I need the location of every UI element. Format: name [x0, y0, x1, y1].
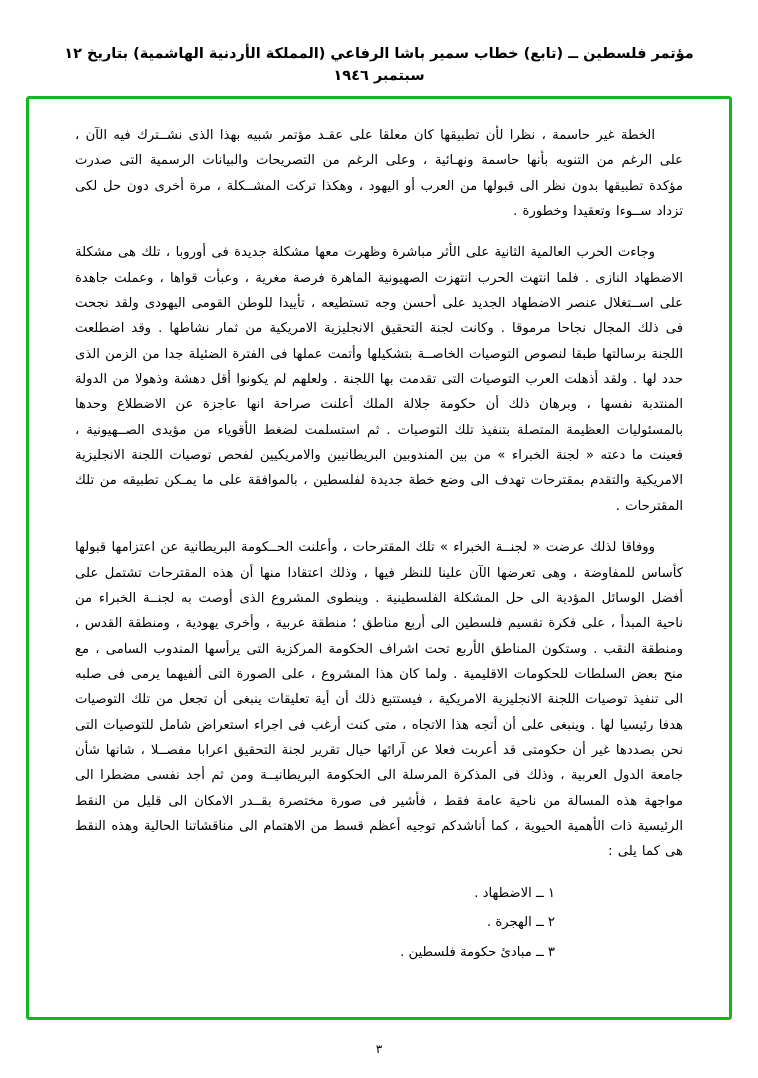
numbered-points-list: [75, 879, 673, 968]
body-paragraph: الخطة غير حاسمة ، نظرا لأن تطبيقها كان معلقا على عقـد مؤتمر شبيه بهذا الذى نشــترك فيه الآن ، على الرغم من التنويه بأنها حاسمة ونهـائية ، وعلى الرغم من التصريحات والبيانات الرسمية التى صدرت مؤكدة تطبيقها بدون نظر الى قبولها من العرب أو اليهود ، وهكذا تركت المشــكلة ، مرة أخرى دون حل لكى تزداد ســوءا وتعقيدا وخطورة .: [75, 128, 683, 220]
content-frame: [26, 96, 732, 1020]
body-paragraph: ووفاقا لذلك عرضت « لجنــة الخبراء » تلك المقترحات ، وأعلنت الحــكومة البريطانية عن اعتزامها قبولها كأساس للمفاوضة ، وهى تعرضها الآن علينا للنظر فيها ، وذلك اعتقادا منها أن هذه المقترحات تشتمل على أفضل الوسائل المؤدية الى حل المشكلة الفلسطينية . وينطوى المشروع الذى أوصت به لجنــة الخبراء من ناحية المبدأ ، على فكرة تقسيم فلسطين الى أربع مناطق ؛ منطقة عربية ، وأخرى يهودية ، ومنطقة القدس ، ومنطقة النقب . وستكون المناطق الأربع تحت اشراف الحكومة المركزية التى يرأسها المندوب السامى ، مع منح بعض السلطات للحكومات الاقليمية . ولما كان هذا المشروع ، على الصورة التى ألفيهما يرمى فى صلبه الى تنفيذ توصيات اللجنة الانجليزية الامريكية ، فيستتبع ذلك أن أية تعليقات ينبغى أن تجعل من تلك التوصيات هدفا رئيسيا لها . وينبغى على أن أتجه هذا الاتجاه ، متى كنت أرغب فى اجراء استعراض شامل للتوصيات التى نحن بصددها غير أن حكومتى قد أعربت فعلا عن آرائها حيال تقرير لجنة التحقيق اعرابا مفصــلا ، شانها شأن جامعة الدول العربية ، وذلك فى المذكرة المرسلة الى الحكومة البريطانيــة ومن ثم أجد نفسى مضطرا الى مواجهة هذه المسالة من ناحية عامة فقط ، فأشير فى صورة مختصرة بقــدر الامكان الى قليل من النقط الرئيسية ذات الأهمية الحيوية ، كما أناشدكم توجيه أعظم قسط من الاهتمام الى مناقشاتنا الحالية وهذه النقط هى كما يلى :: [75, 540, 683, 860]
list-item: ٣ ــ مبادئ حكومة فلسطين .: [400, 945, 555, 961]
page-number: ٣: [375, 1042, 383, 1056]
document-body: [29, 99, 729, 978]
list-item: ٢ ــ الهجرة .: [486, 915, 555, 931]
list-item: ١ ــ الاضطهاد .: [474, 885, 555, 901]
body-paragraph: وجاءت الحرب العالمية الثانية على الأثر مباشرة وظهرت معها مشكلة جديدة فى أوروبا ، تلك هى مشكلة الاضطهاد النازى . فلما انتهت الحرب انتهزت الصهيونية الماهرة فرصة مغرية ، وعبأت قواها ، وعملت جاهدة على اســتغلال عنصر الاضطهاد الجديد على أحسن وجه تستطيعه ، تأييدا للوطن القومى اليهودى ولقد نجحت فى ذلك المجال نجاحا مرموقا . وكانت لجنة التحقيق الانجليزية الامريكية من ثمار نشاطها . وقد اضطلعت اللجنة برسالتها طبقا لنصوص التوصيات الخاصــة بتشكيلها وأتمت عملها فى الفترة الضئيلة جدا من الزمن الذى حدد لها . ولقد أذهلت العرب التوصيات التى تقدمت بها اللجنة . ولعلهم لم يكونوا أقل دهشة وذهولا من الدولة المنتدبة نفسها ، وبرهان ذلك أن حكومة جلالة الملك أعلنت صراحة انها عاجزة عن الاضطلاع وحدها بالمسئوليات العظيمة المتصلة بتنفيذ تلك التوصيات . ثم استسلمت لضغط الأقوياء من مؤيدى الصــهيونية ، فعينت ما دعته « لجنة الخبراء » من بين المندوبين البريطانيين والامريكيين لفحص توصيات اللجنة الانجليزية الامريكية والتقدم بمقترحات تهدف الى وضع خطة جديدة لفلسطين ، بالموافقة على ما يمـكن تطبيقه من تلك المقترحات .: [75, 245, 683, 514]
header-title: مؤتمر فلسطين ــ (تابع) خطاب سمير باشا الرفاعي (المملكة الأردنية الهاشمية) بتاريخ ١٢ سبتمبر ١٩٤٦: [64, 46, 694, 84]
